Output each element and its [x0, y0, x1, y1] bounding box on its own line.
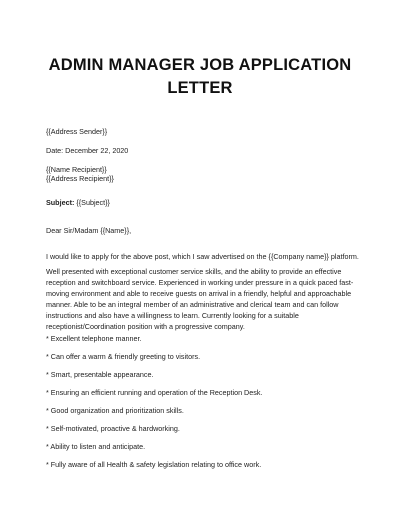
bullet-item: * Can offer a warm & friendly greeting to visitors. — [46, 352, 201, 361]
address-sender: {{Address Sender}} — [46, 127, 108, 136]
subject-value: {{Subject}} — [74, 198, 110, 207]
name-recipient: {{Name Recipient}} — [46, 165, 107, 174]
address-recipient: {{Address Recipient}} — [46, 174, 114, 183]
bullet-item: * Ensuring an efficient running and operation of the Reception Desk. — [46, 388, 263, 397]
bullet-item: * Fully aware of all Health & safety legislation relating to office work. — [46, 460, 262, 469]
body-paragraph: Well presented with exceptional customer service skills, and the ability to provide an effective reception and switchboard service. Experienced in working under pressure in a quick paced fast-moving environment and able to receive guests on arrival in a friendly, helpful and approachable manner. Able to be an integral member of an administrative and clerical team and can follow instructions and also have a willingness to learn. Currently looking for a suitable receptionist/Coordination position with a progressive company. — [46, 267, 354, 331]
bullet-item: * Good organization and prioritization skills. — [46, 406, 184, 415]
bullet-item: * Excellent telephone manner. — [46, 334, 142, 343]
letter-date: Date: December 22, 2020 — [46, 146, 129, 155]
letter-title-line-1: ADMIN MANAGER JOB APPLICATION — [48, 56, 352, 74]
subject-label: Subject: — [46, 198, 75, 207]
salutation: Dear Sir/Madam {{Name}}, — [46, 226, 132, 235]
letter-title-line-2: LETTER — [167, 79, 233, 97]
bullet-item: * Smart, presentable appearance. — [46, 370, 154, 379]
bullet-item: * Ability to listen and anticipate. — [46, 442, 146, 451]
subject-line — [46, 198, 366, 207]
intro-paragraph: I would like to apply for the above post, which I saw advertised on the {{Company name}} platform. — [46, 252, 359, 261]
bullet-item: * Self-motivated, proactive & hardworking. — [46, 424, 180, 433]
